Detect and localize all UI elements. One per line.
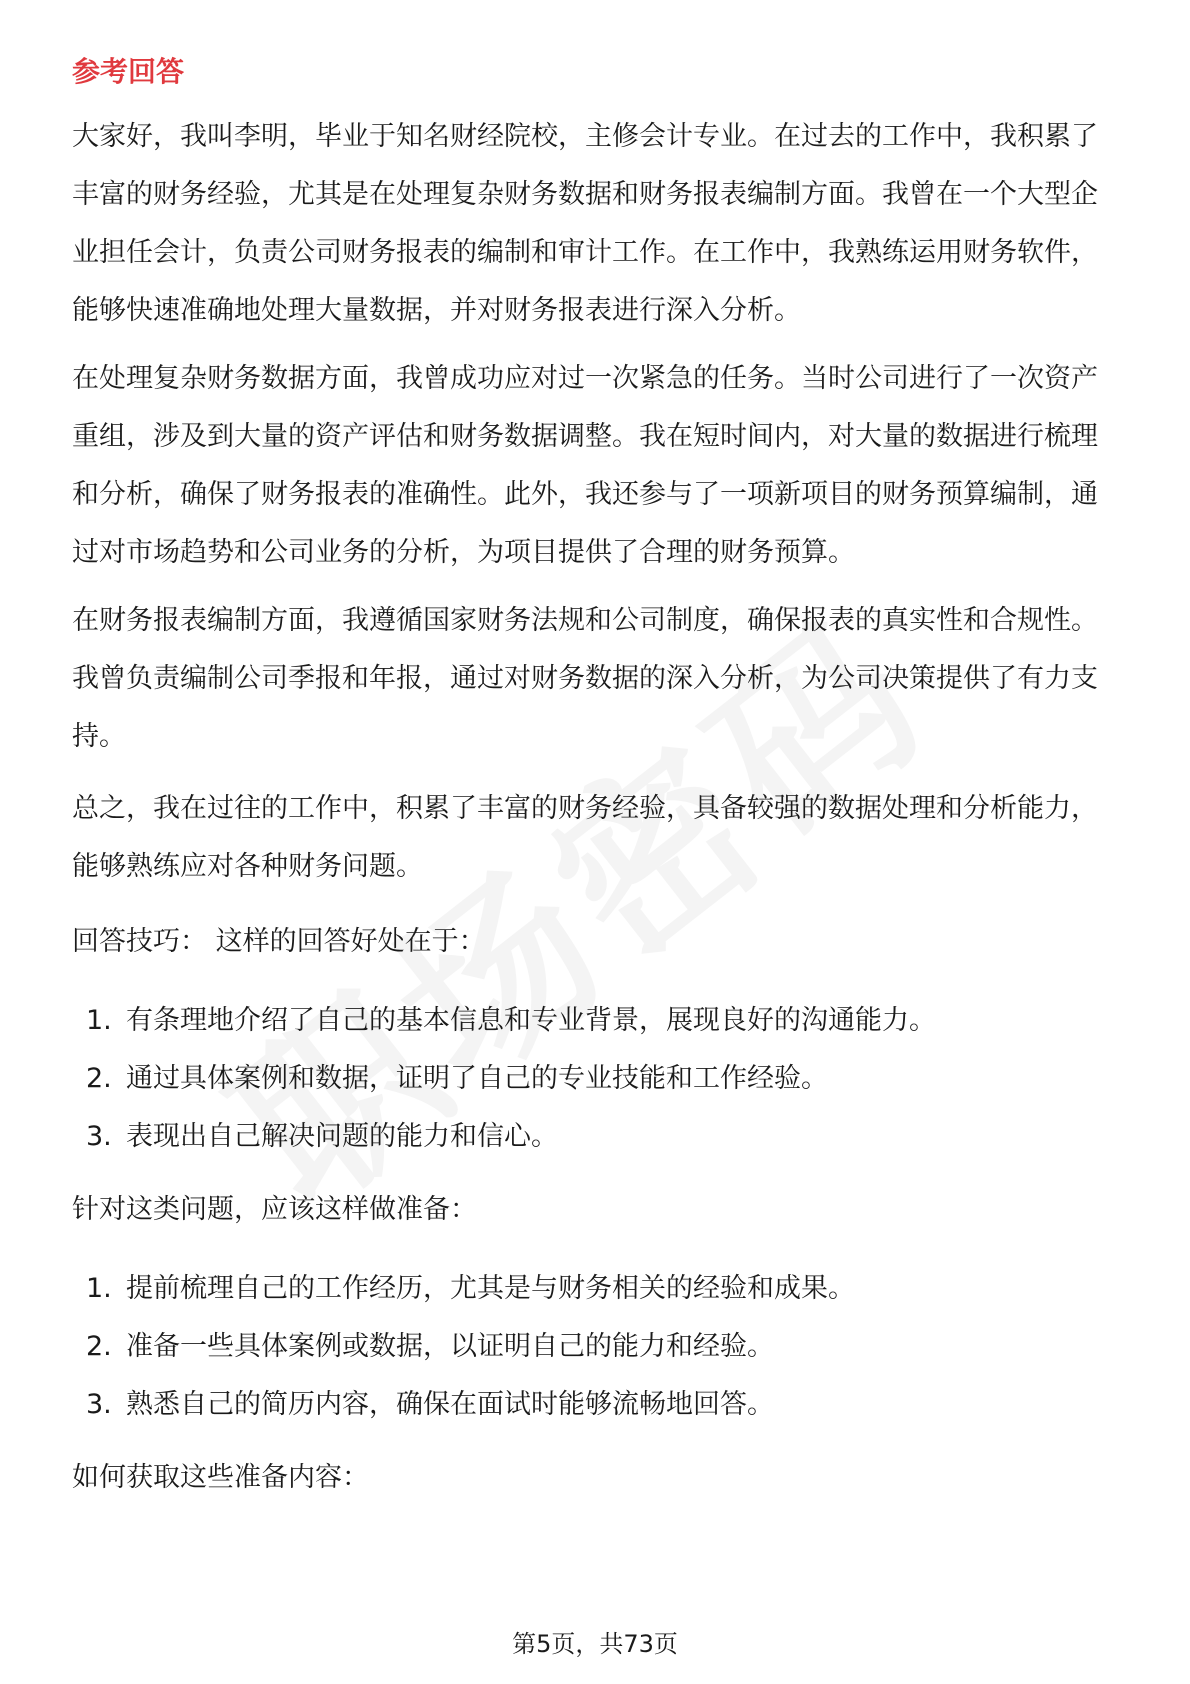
list-text: 通过具体案例和数据，证明了自己的专业技能和工作经验。	[126, 1063, 828, 1094]
list-item	[86, 1260, 855, 1318]
list-item	[86, 1318, 855, 1376]
list-item	[86, 992, 936, 1050]
list-number: 2.	[86, 1331, 112, 1362]
answer-paragraph-1: 大家好，我叫李明，毕业于知名财经院校，主修会计专业。在过去的工作中，我积累了丰富的财务经验，尤其是在处理复杂财务数据和财务报表编制方面。我曾在一个大型企业担任会计，负责公司财务报表的编制和审计工作。在工作中，我熟练运用财务软件，能够快速准确地处理大量数据，并对财务报表进行深入分析。	[72, 121, 1098, 326]
list-text: 表现出自己解决问题的能力和信心。	[126, 1121, 558, 1152]
list-item	[86, 1376, 855, 1434]
list-text: 准备一些具体案例或数据，以证明自己的能力和经验。	[126, 1331, 774, 1362]
how-label: 如何获取这些准备内容：	[72, 1462, 369, 1493]
list-number: 1.	[86, 1273, 112, 1304]
list-number: 3.	[86, 1121, 112, 1152]
list-item	[86, 1108, 936, 1166]
list-number: 2.	[86, 1063, 112, 1094]
list-text: 有条理地介绍了自己的基本信息和专业背景，展现良好的沟通能力。	[126, 1005, 936, 1036]
section-heading: 参考回答	[72, 55, 185, 88]
list-number: 3.	[86, 1389, 112, 1420]
answer-paragraph-2: 在处理复杂财务数据方面，我曾成功应对过一次紧急的任务。当时公司进行了一次资产重组，涉及到大量的资产评估和财务数据调整。我在短时间内，对大量的数据进行梳理和分析，确保了财务报表的准确性。此外，我还参与了一项新项目的财务预算编制，通过对市场趋势和公司业务的分析，为项目提供了合理的财务预算。	[72, 363, 1098, 568]
list-text: 提前梳理自己的工作经历，尤其是与财务相关的经验和成果。	[126, 1273, 855, 1304]
tips-list	[86, 992, 936, 1166]
prep-label: 针对这类问题，应该这样做准备：	[72, 1194, 477, 1225]
list-text: 熟悉自己的简历内容，确保在面试时能够流畅地回答。	[126, 1389, 774, 1420]
list-number: 1.	[86, 1005, 112, 1036]
answer-paragraph-4: 总之，我在过往的工作中，积累了丰富的财务经验，具备较强的数据处理和分析能力，能够熟练应对各种财务问题。	[72, 793, 1098, 882]
prep-list	[86, 1260, 855, 1434]
list-item	[86, 1050, 936, 1108]
answer-paragraph-3: 在财务报表编制方面，我遵循国家财务法规和公司制度，确保报表的真实性和合规性。我曾负责编制公司季报和年报，通过对财务数据的深入分析，为公司决策提供了有力支持。	[72, 605, 1098, 752]
tips-label: 回答技巧： 这样的回答好处在于：	[72, 926, 486, 957]
page-number: 第5页，共73页	[512, 1630, 678, 1658]
